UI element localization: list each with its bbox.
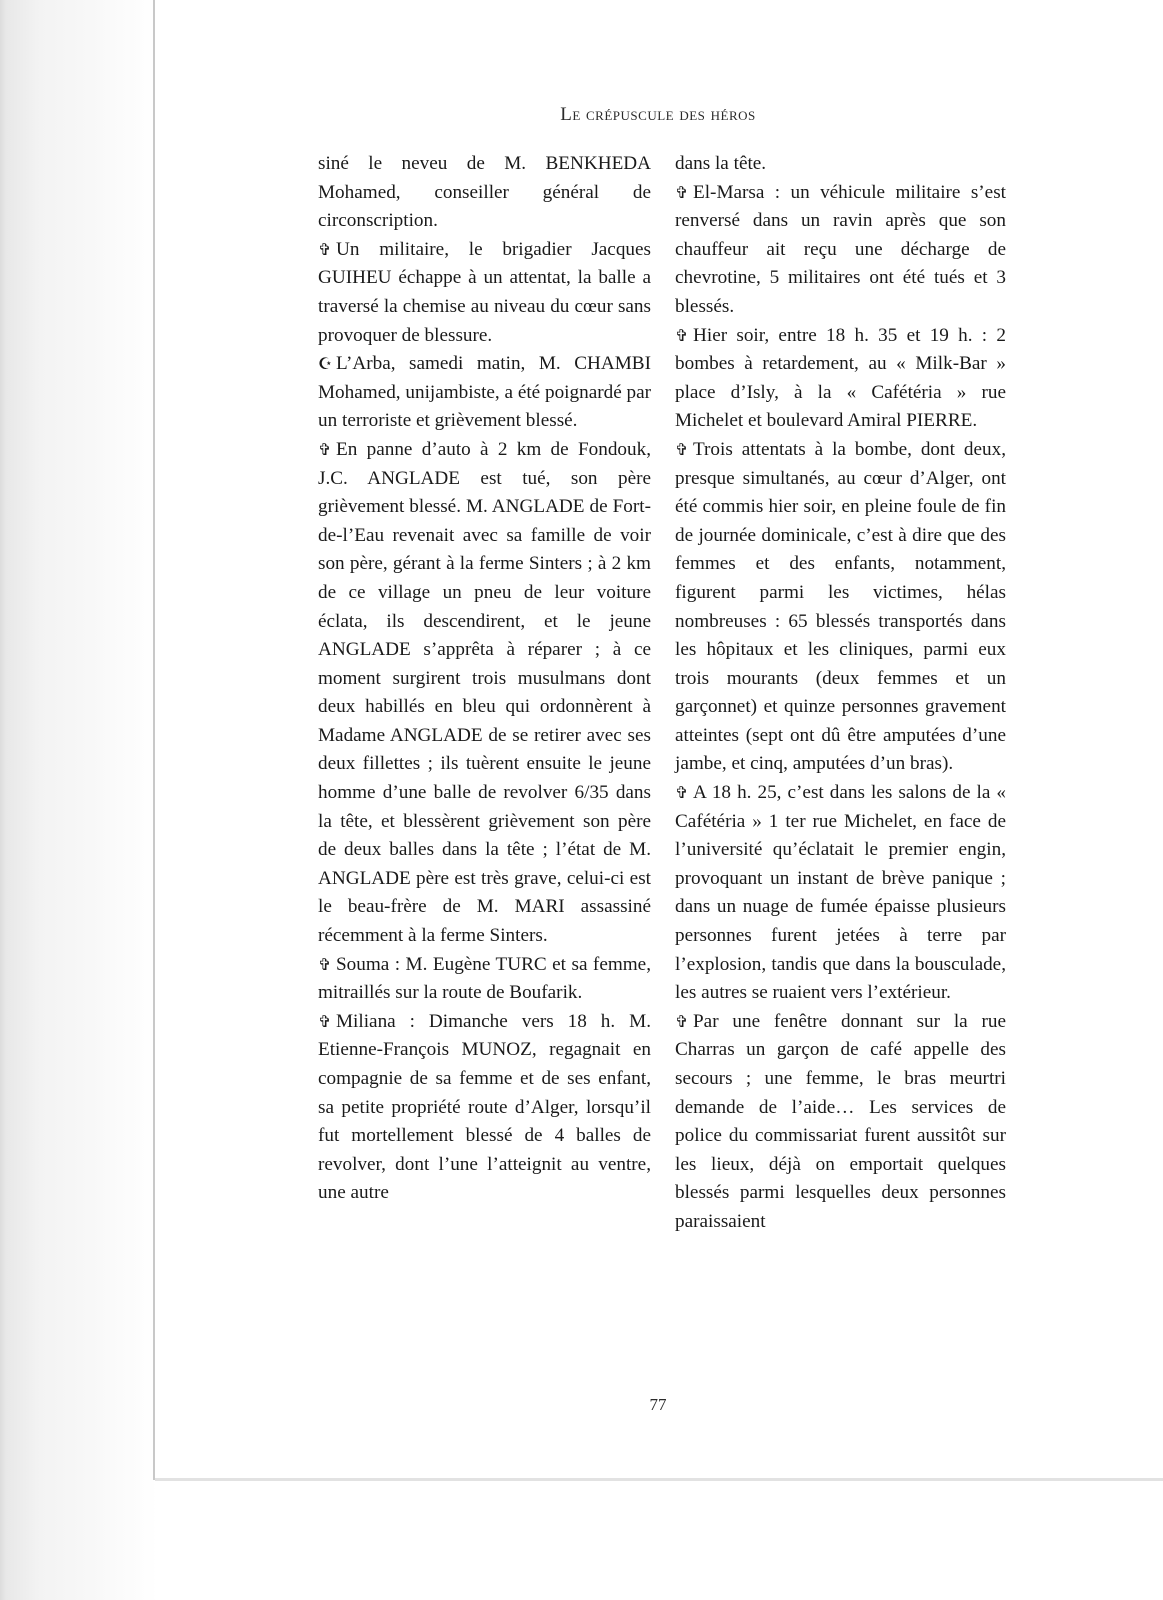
scan-margin-shadow bbox=[0, 0, 158, 1600]
right-column bbox=[675, 150, 1006, 1237]
cross-marker-icon: ✞ bbox=[675, 325, 689, 345]
cross-marker-icon: ✞ bbox=[675, 182, 689, 202]
paragraph: ✞ Souma : M. Eugène TURC et sa femme, mitraillés sur la route de Boufarik. bbox=[318, 951, 651, 1008]
cross-marker-icon: ✞ bbox=[318, 439, 332, 459]
paragraph: ✞ Miliana : Dimanche vers 18 h. M. Etienne-François MUNOZ, regagnait en compagnie de sa femme et de ses enfant, sa petite propriété route d’Alger, lorsqu’il fut mortellement blessé de 4 balles de revolver, dont l’une l’atteignit au ventre, une autre bbox=[318, 1008, 651, 1208]
paragraph: ✞ Un militaire, le brigadier Jacques GUIHEU échappe à un attentat, la balle a traversé la chemise au niveau du cœur sans provoquer de blessure. bbox=[318, 236, 651, 350]
cross-marker-icon: ✞ bbox=[318, 239, 332, 259]
paragraph: ✞ En panne d’auto à 2 km de Fondouk, J.C. ANGLADE est tué, son père grièvement blessé. M. ANGLADE de Fort-de-l’Eau revenait avec sa famille de voir son père, gérant à la ferme Sinters ; à 2 km de ce village un pneu de leur voiture éclata, ils descendirent, et le jeune ANGLADE s’apprêta à réparer ; à ce moment surgirent trois musulmans dont deux habillés en bleu qui ordonnèrent à Madame ANGLADE de se retirer avec ses deux fillettes ; ils tuèrent ensuite le jeune homme d’une balle de revolver 6/35 dans la tête, et blessèrent grièvement son père de deux balles dans la tête ; l’état de M. ANGLADE père est très grave, celui-ci est le beau-frère de M. MARI assassiné récemment à la ferme Sinters. bbox=[318, 436, 651, 951]
crescent-marker-icon: ☪ bbox=[318, 354, 333, 374]
left-column bbox=[318, 150, 651, 1208]
paragraph: ✞ El-Marsa : un véhicule militaire s’est renversé dans un ravin après que son chauffeur ait reçu une décharge de chevrotine, 5 militaires ont été tués et 3 blessés. bbox=[675, 179, 1006, 322]
paragraph: ✞ A 18 h. 25, c’est dans les salons de la « Cafétéria » 1 ter rue Michelet, en face de l’université qu’éclatait le premier engin, provoquant un instant de brève panique ; dans un nuage de fumée épaisse plusieurs personnes furent jetées à terre par l’explosion, tandis que dans la bousculade, les autres se ruaient vers l’extérieur. bbox=[675, 779, 1006, 1008]
cross-marker-icon: ✞ bbox=[675, 1011, 689, 1031]
cross-marker-icon: ✞ bbox=[318, 954, 332, 974]
running-head: Le crépuscule des héros bbox=[560, 104, 756, 125]
page-bottom-edge bbox=[155, 1478, 1163, 1481]
cross-marker-icon: ✞ bbox=[318, 1011, 332, 1031]
paragraph: siné le neveu de M. BENKHEDA Mohamed, conseiller général de circonscription. bbox=[318, 153, 651, 232]
page-number: 77 bbox=[649, 1395, 667, 1414]
paragraph: ✞ Trois attentats à la bombe, dont deux, presque simultanés, au cœur d’Alger, ont été commis hier soir, en pleine foule de fin de journée dominicale, c’est à dire que des femmes et des enfants, notamment, figurent parmi les victimes, hélas nombreuses : 65 blessés transportés dans les hôpitaux et les cliniques, parmi eux trois mourants (deux femmes et un garçonnet) et quinze personnes gravement atteintes (sept ont dû être amputées d’une jambe, et cinq, amputées d’un bras). bbox=[675, 436, 1006, 779]
paragraph: dans la tête. bbox=[675, 153, 767, 174]
cross-marker-icon: ✞ bbox=[675, 783, 689, 803]
page-edge bbox=[153, 0, 155, 1480]
paragraph: ✞ Par une fenêtre donnant sur la rue Charras un garçon de café appelle des secours ; une femme, le bras meurtri demande de l’aide… Les services de police du commissariat furent aussitôt sur les lieux, déjà on emportait quelques blessés parmi lesquelles deux personnes paraissaient bbox=[675, 1008, 1006, 1237]
cross-marker-icon: ✞ bbox=[675, 439, 689, 459]
paragraph: ☪ L’Arba, samedi matin, M. CHAMBI Mohamed, unijambiste, a été poignardé par un terroriste et grièvement blessé. bbox=[318, 350, 651, 436]
paragraph: ✞ Hier soir, entre 18 h. 35 et 19 h. : 2 bombes à retardement, au « Milk-Bar » place d’Isly, à la « Cafétéria » rue Michelet et boulevard Amiral PIERRE. bbox=[675, 322, 1006, 436]
